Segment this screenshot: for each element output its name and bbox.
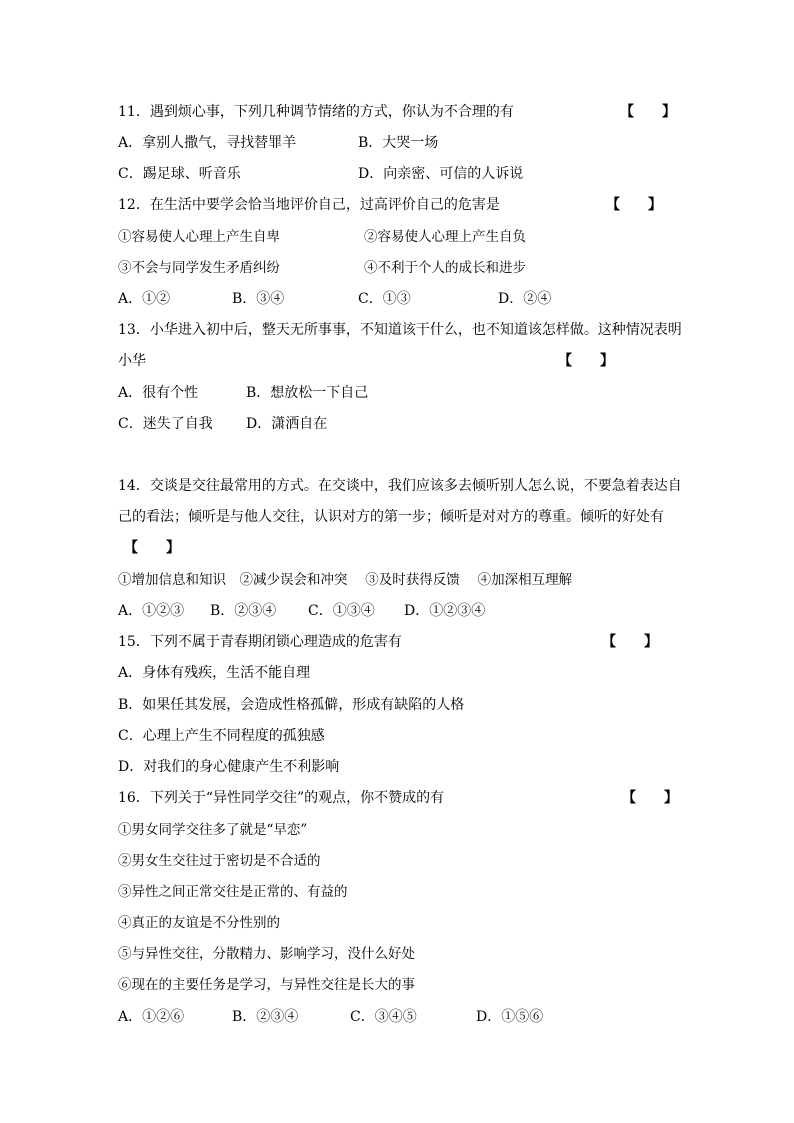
- q13-answer-bracket: 【 】: [558, 353, 614, 369]
- q16-item-6: ⑥现在的主要任务是学习，与异性交往是长大的事: [118, 977, 415, 993]
- q14-stem-line1: 14．交谈是交往最常用的方式。在交谈中，我们应该多去倾听别人怎么说，不要急着表达自: [118, 478, 682, 494]
- q13-option-c: C．迷失了自我: [118, 416, 213, 432]
- q15-answer-bracket: 【 】: [602, 634, 658, 650]
- q11-option-a: A．拿别人撒气，寻找替罪羊: [118, 135, 297, 151]
- q12-answer-bracket: 【 】: [606, 197, 662, 213]
- q16-item-4: ④真正的友谊是不分性别的: [118, 915, 280, 931]
- q14-option-a: A．①②③: [118, 603, 185, 619]
- q12-item-3: ③不会与同学发生矛盾纠纷: [118, 260, 280, 276]
- q11-answer-bracket: 【 】: [620, 104, 676, 120]
- q16-item-1: ①男女同学交往多了就是“早恋”: [118, 822, 308, 838]
- q15-option-d: D．对我们的身心健康产生不利影响: [118, 759, 340, 775]
- q16-answer-bracket: 【 】: [622, 790, 678, 806]
- q14-answer-bracket: 【 】: [124, 540, 180, 556]
- q13-option-b: B．想放松一下自己: [246, 385, 369, 401]
- q16-item-2: ②男女生交往过于密切是不合适的: [118, 853, 321, 869]
- q12-item-1: ①容易使人心理上产生自卑: [118, 229, 280, 245]
- q12-option-c: C．①③: [358, 291, 411, 307]
- q13-stem-line2: 小华: [118, 353, 146, 369]
- q14-items: ①增加信息和知识 ②减少误会和冲突 ③及时获得反馈 ④加深相互理解: [118, 572, 573, 588]
- q15-option-b: B．如果任其发展，会造成性格孤僻，形成有缺陷的人格: [118, 697, 465, 713]
- q15-option-a: A．身体有残疾，生活不能自理: [118, 665, 311, 681]
- q16-option-d: D．①⑤⑥: [476, 1009, 544, 1025]
- q16-option-a: A．①②⑥: [118, 1009, 185, 1025]
- q13-option-d: D．潇洒自在: [246, 416, 328, 432]
- q14-option-b: B．②③④: [210, 603, 277, 619]
- q13-option-a: A．很有个性: [118, 385, 199, 401]
- q12-stem: 12．在生活中要学会恰当地评价自己，过高评价自己的危害是: [118, 197, 500, 213]
- q15-stem: 15．下列不属于青春期闭锁心理造成的危害有: [118, 634, 402, 650]
- q16-item-3: ③异性之间正常交往是正常的、有益的: [118, 884, 348, 900]
- q16-option-c: C．③④⑤: [350, 1009, 417, 1025]
- q16-option-b: B．②③④: [232, 1009, 299, 1025]
- q13-stem-line1: 13．小华进入初中后，整天无所事事，不知道该干什么，也不知道该怎样做。这种情况表明: [118, 322, 682, 338]
- q16-stem: 16．下列关于“异性同学交往”的观点，你不赞成的有: [118, 790, 445, 806]
- q11-option-b: B．大哭一场: [358, 135, 439, 151]
- q15-option-c: C．心理上产生不同程度的孤独感: [118, 728, 325, 744]
- q12-option-a: A．①②: [118, 291, 171, 307]
- q12-option-d: D．②④: [498, 291, 552, 307]
- q16-item-5: ⑤与异性交往，分散精力、影响学习，没什么好处: [118, 946, 415, 962]
- q14-option-c: C．①③④: [308, 603, 375, 619]
- q14-option-d: D．①②③④: [404, 603, 486, 619]
- q12-option-b: B．③④: [232, 291, 285, 307]
- q11-stem: 11．遇到烦心事，下列几种调节情绪的方式，你认为不合理的有: [118, 104, 514, 120]
- q14-stem-line2: 己的看法；倾听是与他人交往，认识对方的第一步；倾听是对对方的尊重。倾听的好处有: [118, 509, 664, 525]
- q12-item-4: ④不利于个人的成长和进步: [364, 260, 526, 276]
- q11-option-c: C．踢足球、听音乐: [118, 166, 241, 182]
- q12-item-2: ②容易使人心理上产生自负: [364, 229, 526, 245]
- q11-option-d: D．向亲密、可信的人诉说: [358, 166, 524, 182]
